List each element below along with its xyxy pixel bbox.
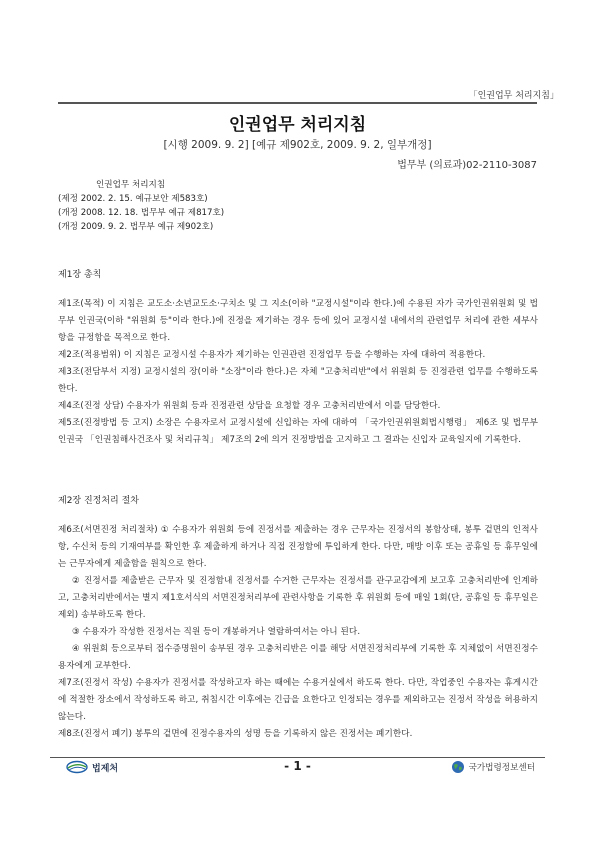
header-tag: 「인권업무 처리지침」 bbox=[468, 91, 559, 101]
article-4: 제4조(진정 상담) 수용자가 위원회 등과 진정관련 상담을 요청할 경우 고충처리반에서 이를 담당한다. bbox=[58, 401, 441, 411]
article-7: 제7조(진정서 작성) 수용자가 진정서를 작성하고자 하는 때에는 수용거실에서 하도록 한다. 다만, 작업중인 수용자는 휴게시간에 적절한 장소에서 작성하도록 하고, 취침시간 이후에는 긴급을 요한다고 인정되는 경우를 제외하고는 진정서 작성을 허용하지 않는다. bbox=[58, 678, 538, 722]
department-contact: 법무부 (의료과)02-2110-3087 bbox=[397, 160, 537, 171]
article-6: 제6조(서면진정 처리절차) ① 수용자가 위원회 등에 진정서를 제출하는 경우 근무자는 진정서의 봉함상태, 봉투 겉면의 인적사항, 수신처 등의 기재여부를 확인한 후 제출하게 하거나 직접 진정함에 투입하게 한다. 다만, 매방 이후 또는 공휴일 등 휴무일에는 근무자에게 제출함을 원칙으로 한다. bbox=[58, 525, 538, 569]
footer-rule bbox=[50, 757, 545, 758]
history-title: 인권업무 처리지침 bbox=[96, 180, 166, 190]
history-line: (개정 2008. 12. 18. 법무부 예규 제817호) bbox=[58, 208, 225, 218]
footer-left-label: 법제처 bbox=[92, 763, 119, 774]
document-subtitle: [시행 2009. 9. 2] [예규 제902호, 2009. 9. 2, 일부개정] bbox=[163, 139, 432, 151]
globe-icon bbox=[451, 760, 465, 774]
revision-history bbox=[58, 178, 224, 234]
document-title: 인권업무 처리지침 bbox=[228, 115, 367, 135]
chapter-2-heading: 제2장 진정처리 절차 bbox=[58, 496, 140, 506]
article-3: 제3조(전담부서 지정) 교정시설의 장(이하 "소장"이라 한다.)은 자체 "고충처리반"에서 위원회 등 진정관련 업무를 수행하도록 한다. bbox=[58, 367, 538, 394]
chapter-1-heading: 제1장 총칙 bbox=[58, 270, 102, 280]
article-8: 제8조(진정서 폐기) 봉투의 겉면에 진정수용자의 성명 등을 기록하지 않은 진정서는 폐기한다. bbox=[58, 729, 413, 739]
chapter-2-body bbox=[58, 522, 538, 743]
article-5: 제5조(진정방법 등 고지) 소장은 수용자로서 교정시설에 신입하는 자에 대하여 「국가인권위원회법시행령」 제6조 및 법무부 인권국 「인권침해사건조사 및 처리규칙」 제7조의 2에 의거 진정방법을 고지하고 그 결과는 신입자 교육일지에 기록한다. bbox=[58, 418, 538, 445]
article-1: 제1조(목적) 이 지침은 교도소·소년교도소·구치소 및 그 지소(이하 "교정시설"이라 한다.)에 수용된 자가 국가인권위원회 및 법무부 인권국(이하 "위원회 등"이라 한다.)에 진정을 제기하는 경우 등에 있어 교정시설 내에서의 관련업무 처리에 관한 세부사항을 규정함을 목적으로 한다. bbox=[58, 299, 538, 343]
header-rule bbox=[58, 102, 537, 104]
article-6-clause-4: ④ 위원회 등으로부터 접수증명원이 송부된 경우 고충처리반은 이를 해당 서면진정처리부에 기록한 후 지체없이 서면진정수용자에게 교부한다. bbox=[58, 644, 538, 671]
history-line: (제정 2002. 2. 15. 예규보안 제583호) bbox=[58, 194, 208, 204]
chapter-1-body bbox=[58, 296, 538, 449]
article-2: 제2조(적용범위) 이 지침은 교정시설 수용자가 제기하는 인권관련 진정업무 등을 수행하는 자에 대하여 적용한다. bbox=[58, 350, 486, 360]
footer-law-center bbox=[451, 760, 535, 774]
article-6-clause-3: ③ 수용자가 작성한 진정서는 직원 등이 개봉하거나 열람하여서는 아니 된다. bbox=[72, 627, 361, 637]
history-line: (개정 2009. 9. 2. 법무부 예규 제902호) bbox=[58, 222, 214, 232]
footer-right-label: 국가법령정보센터 bbox=[468, 763, 535, 773]
page-number: - 1 - bbox=[284, 759, 311, 773]
article-6-clause-2: ② 진정서를 제출받은 근무자 및 진정함내 진정서를 수거한 근무자는 진정서를 관구교감에게 보고후 고충처리반에 인계하고, 고충처리반에서는 별지 제1호서식의 서면진정처리부에 관련사항을 기록한 후 위원회 등에 매일 1회(단, 공휴일 등 휴무일은 제외) 송부하도록 한다. bbox=[58, 576, 538, 620]
